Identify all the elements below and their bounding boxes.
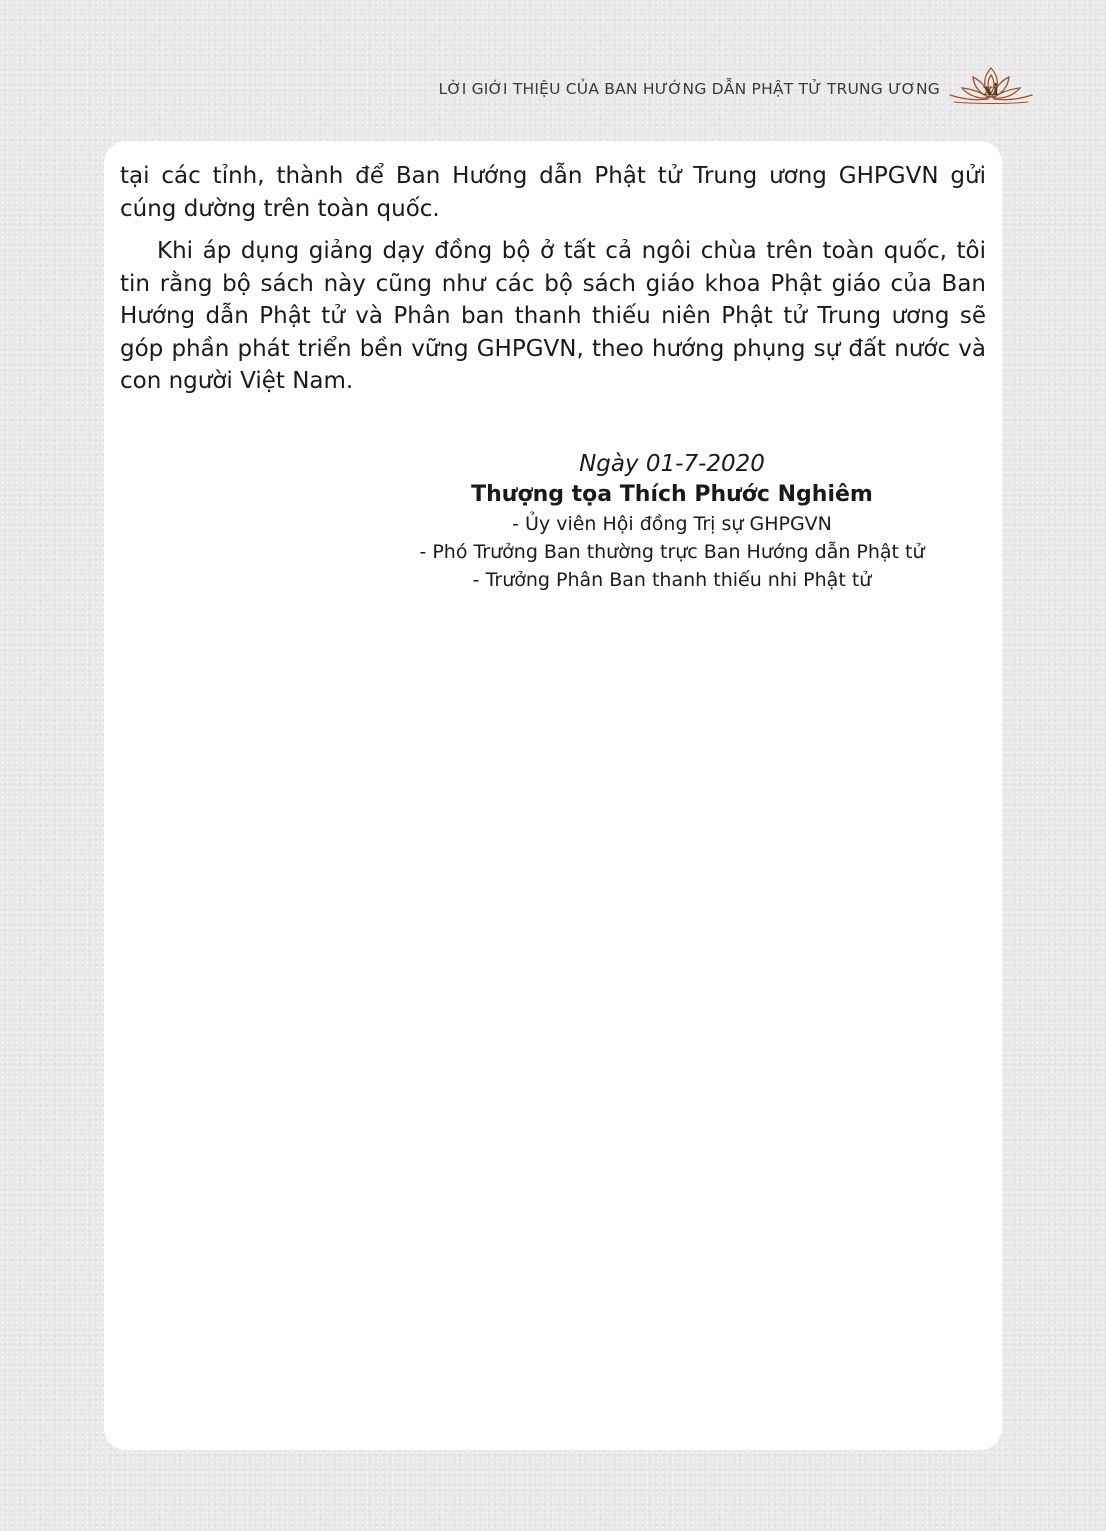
signatory-name: Thượng tọa Thích Phước Nghiêm bbox=[471, 482, 873, 507]
signatory-role: - Trưởng Phân Ban thanh thiếu nhi Phật tử bbox=[472, 569, 872, 591]
page-number: xi bbox=[983, 80, 999, 99]
signatory-role: - Phó Trưởng Ban thường trực Ban Hướng dẫn Phật tử bbox=[419, 541, 925, 563]
lotus-icon bbox=[944, 64, 1038, 110]
signature-date: Ngày 01-7-2020 bbox=[579, 451, 765, 477]
body-text bbox=[120, 160, 986, 398]
running-header bbox=[300, 70, 1080, 110]
paragraph: Khi áp dụng giảng dạy đồng bộ ở tất cả ngôi chùa trên toàn quốc, tôi tin rằng bộ sách này cũng như các bộ sách giáo khoa Phật giáo của Ban Hướng dẫn Phật tử và Phân ban thanh thiếu niên Phật tử Trung ương sẽ góp phần phát triển bền vững GHPGVN, theo hướng phụng sự đất nước và con người Việt Nam. bbox=[120, 238, 986, 394]
header-title: LỜI GIỚI THIỆU CỦA BAN HƯỚNG DẪN PHẬT TỬ TRUNG ƯƠNG bbox=[438, 80, 940, 98]
signature-block bbox=[372, 448, 972, 594]
signatory-role: - Ủy viên Hội đồng Trị sự GHPGVN bbox=[512, 513, 832, 535]
paragraph-continuation: tại các tỉnh, thành để Ban Hướng dẫn Phật tử Trung ương GHPGVN gửi cúng dường trên toàn quốc. bbox=[120, 163, 986, 222]
